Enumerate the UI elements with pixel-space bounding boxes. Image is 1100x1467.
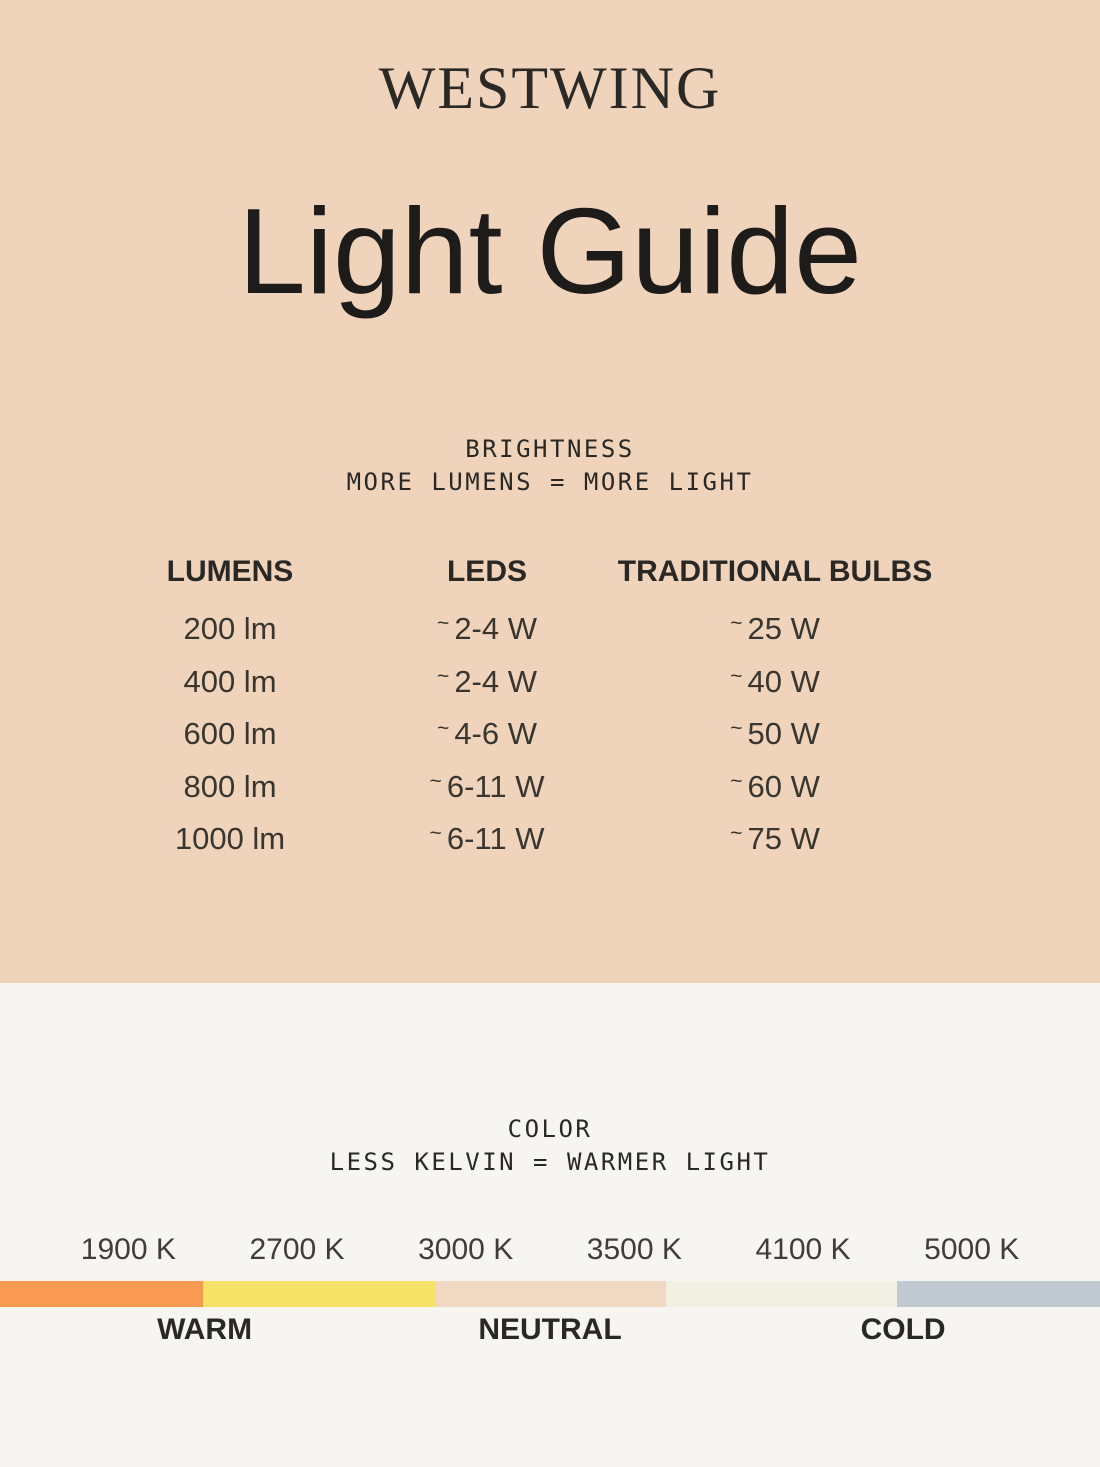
color-caption-subtitle: LESS KELVIN = WARMER LIGHT (329, 1148, 771, 1176)
table-row (0, 656, 1100, 709)
approx-tilde: ~ (429, 822, 442, 846)
header-traditional-bulbs: TRADITIONAL BULBS (617, 555, 933, 588)
color-temperature-section (0, 983, 1100, 1467)
bulbs-value: ~ 75 W (730, 821, 820, 857)
brightness-caption-subtitle: MORE LUMENS = MORE LIGHT (346, 468, 754, 496)
table-row (0, 761, 1100, 814)
leds-value: ~ 6-11 W (429, 821, 545, 857)
header-leds: LEDS (446, 555, 527, 588)
zone-label-neutral: NEUTRAL (478, 1313, 622, 1346)
bar-segment-neutral-peach (435, 1281, 666, 1307)
leds-value: ~ 6-11 W (429, 768, 545, 804)
page-title: Light Guide (238, 183, 862, 319)
lumens-value: 1000 lm (174, 821, 286, 857)
table-header-row (0, 550, 1100, 594)
kelvin-scale-labels (0, 1233, 1100, 1267)
kelvin-label: 2700 K (249, 1233, 345, 1266)
approx-tilde: ~ (437, 612, 450, 636)
brightness-caption-title: BRIGHTNESS (465, 435, 635, 463)
approx-tilde: ~ (437, 664, 450, 688)
lumens-comparison-table (0, 550, 1100, 866)
approx-tilde: ~ (437, 717, 450, 741)
approx-tilde: ~ (730, 664, 743, 688)
lumens-value: 600 lm (183, 716, 277, 752)
color-caption (0, 1113, 1100, 1179)
lumens-value: 800 lm (183, 768, 277, 804)
bar-segment-cold-blue (897, 1281, 1100, 1307)
table-row (0, 603, 1100, 656)
bulbs-value: ~ 60 W (730, 768, 820, 804)
approx-tilde: ~ (429, 769, 442, 793)
bulbs-value: ~ 25 W (730, 611, 820, 647)
zone-label-warm: WARM (157, 1313, 253, 1346)
color-caption-title: COLOR (507, 1115, 593, 1143)
color-temperature-bar (0, 1281, 1100, 1307)
kelvin-label: 4100 K (755, 1233, 851, 1266)
bar-segment-warm-yellow (203, 1281, 435, 1307)
approx-tilde: ~ (730, 822, 743, 846)
bulbs-value: ~ 40 W (730, 663, 820, 699)
approx-tilde: ~ (730, 769, 743, 793)
leds-value: ~ 4-6 W (437, 716, 537, 752)
table-row (0, 708, 1100, 761)
approx-tilde: ~ (730, 612, 743, 636)
kelvin-label: 5000 K (924, 1233, 1020, 1266)
approx-tilde: ~ (730, 717, 743, 741)
table-row (0, 813, 1100, 866)
kelvin-label: 1900 K (80, 1233, 176, 1266)
leds-value: ~ 2-4 W (437, 663, 537, 699)
bulbs-value: ~ 50 W (730, 716, 820, 752)
westwing-logo: WESTWING (378, 55, 722, 121)
lumens-value: 400 lm (183, 663, 277, 699)
kelvin-label: 3000 K (418, 1233, 514, 1266)
brightness-caption (0, 433, 1100, 499)
temperature-zone-labels (0, 1313, 1100, 1353)
leds-value: ~ 2-4 W (437, 611, 537, 647)
kelvin-label: 3500 K (586, 1233, 682, 1266)
lumens-value: 200 lm (183, 611, 277, 647)
bar-segment-neutral-cream (666, 1281, 897, 1307)
bar-segment-warm-orange (0, 1281, 203, 1307)
zone-label-cold: COLD (860, 1313, 946, 1346)
header-lumens: LUMENS (166, 555, 294, 588)
